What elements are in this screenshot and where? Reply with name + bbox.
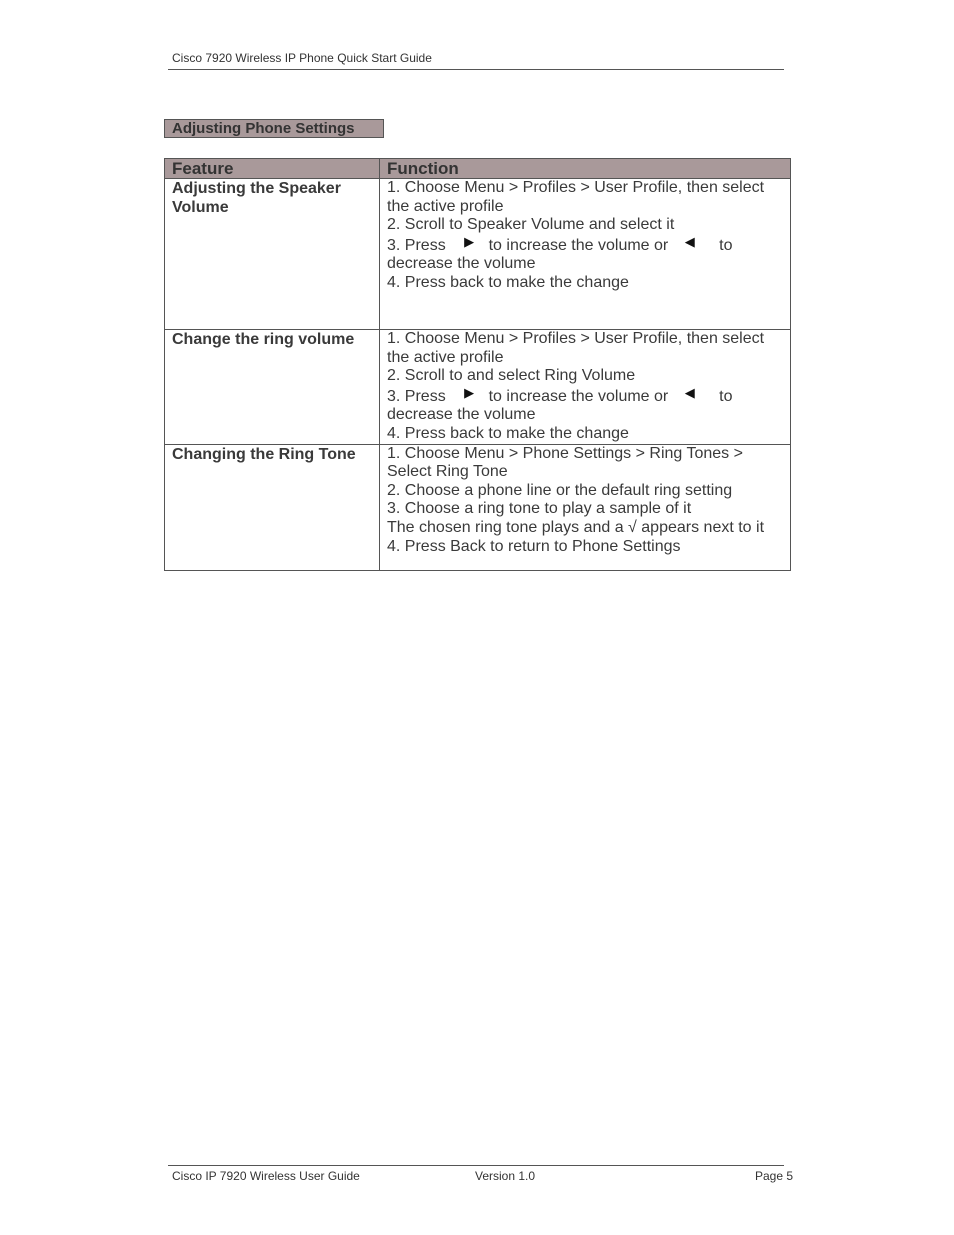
- table-row: [165, 179, 791, 330]
- function-line: 2. Scroll to and select Ring Volume: [387, 367, 636, 385]
- footer-divider: [168, 1165, 784, 1166]
- function-cell: [380, 444, 791, 570]
- press-middle: to increase the volume or: [488, 387, 669, 405]
- function-line: The chosen ring tone plays and a √ appears next to it: [387, 518, 765, 536]
- press-middle: to increase the volume or: [488, 236, 669, 254]
- function-cell: [380, 179, 791, 330]
- press-prefix: 3. Press: [387, 387, 446, 405]
- function-line: 4. Press back to make the change: [387, 273, 629, 291]
- table-row: [165, 330, 791, 445]
- settings-table: [164, 158, 791, 571]
- right-arrow-icon: ▶: [464, 384, 475, 400]
- footer-guide-title: Cisco IP 7920 Wireless User Guide: [172, 1169, 360, 1183]
- function-line: the active profile: [387, 197, 504, 215]
- right-arrow-icon: ▶: [464, 233, 475, 249]
- function-line: the active profile: [387, 348, 504, 366]
- function-line: 4. Press Back to return to Phone Settings: [387, 537, 681, 555]
- function-line-press: [387, 386, 783, 407]
- function-line: 4. Press back to make the change: [387, 424, 629, 442]
- left-arrow-icon: ◀: [684, 233, 695, 249]
- feature-cell: Changing the Ring Tone: [165, 444, 380, 570]
- press-suffix: to: [719, 387, 733, 405]
- section-title: Adjusting Phone Settings: [164, 119, 384, 138]
- feature-cell: Change the ring volume: [165, 330, 380, 445]
- function-line: 2. Choose a phone line or the default ring setting: [387, 481, 733, 499]
- table-row: [165, 444, 791, 570]
- page-header-title: Cisco 7920 Wireless IP Phone Quick Start Guide: [172, 51, 432, 65]
- function-line: 1. Choose Menu > Profiles > User Profile, then select: [387, 179, 765, 196]
- footer-page-number: Page 5: [755, 1169, 794, 1183]
- function-line: decrease the volume: [387, 406, 536, 424]
- function-line: 1. Choose Menu > Phone Settings > Ring Tones >: [387, 444, 743, 462]
- function-cell: [380, 330, 791, 445]
- header-divider: [168, 69, 784, 70]
- function-line: 1. Choose Menu > Profiles > User Profile, then select: [387, 330, 765, 347]
- function-line: 2. Scroll to Speaker Volume and select it: [387, 216, 675, 234]
- footer-version: Version 1.0: [475, 1169, 536, 1183]
- function-line: Select Ring Tone: [387, 463, 508, 481]
- column-header-feature: Feature: [165, 159, 380, 179]
- function-line: decrease the volume: [387, 255, 536, 273]
- function-line-press: [387, 235, 783, 256]
- press-prefix: 3. Press: [387, 236, 446, 254]
- column-header-function: Function: [380, 159, 791, 179]
- feature-cell: Adjusting the Speaker Volume: [165, 179, 380, 330]
- function-line: 3. Choose a ring tone to play a sample of it: [387, 500, 692, 518]
- press-suffix: to: [719, 236, 733, 254]
- left-arrow-icon: ◀: [684, 384, 695, 400]
- table-header-row: [165, 159, 791, 179]
